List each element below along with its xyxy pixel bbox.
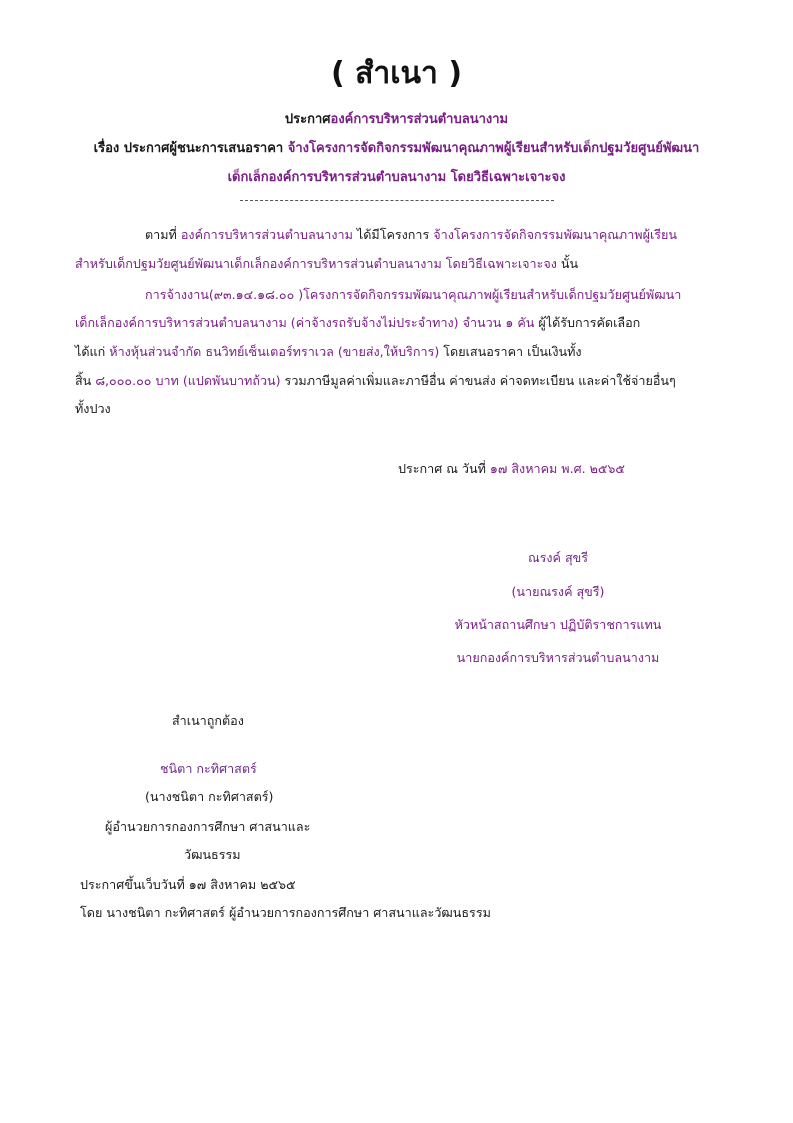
signer-signature: ณรงค์ สุขรี (527, 550, 589, 565)
para2-text: สิ้น (75, 373, 96, 388)
para2-text: รวมภาษีมูลค่าเพิ่มและภาษีอื่น ค่าขนส่ง ค่าจดทะเบียน และค่าใช้จ่ายอื่นๆ (280, 373, 676, 388)
certified-copy-label: สำเนาถูกต้อง (172, 713, 244, 728)
para2-line1: การจ้างงาน(๙๓.๑๔.๑๘.๐๐ )โครงการจัดกิจกรรมพัฒนาคุณภาพผู้เรียนสำหรับเด็กปฐมวัยศูนย์พัฒนา (145, 287, 682, 302)
para2-line2 (75, 314, 640, 332)
posted-by: โดย นางชนิตา กะทิศาสตร์ ผู้อำนวยการกองการศึกษา ศาสนาและวัฒนธรรม (80, 905, 491, 920)
copy-signature: ชนิตา กะทิศาสตร์ (160, 761, 257, 776)
para1-line1 (145, 226, 677, 244)
para1-text: ตามที่ (145, 227, 181, 242)
signer-position-1: หัวหน้าสถานศึกษา ปฏิบัติราชการแทน (454, 617, 662, 632)
para1-project: สำหรับเด็กปฐมวัยศูนย์พัฒนาเด็กเล็กองค์การบริหารส่วนตำบลนางาม โดยวิธีเฉพาะเจาะจง (75, 256, 557, 271)
subject-project: จ้างโครงการจัดกิจกรรมพัฒนาคุณภาพผู้เรียนสำหรับเด็กปฐมวัยศูนย์พัฒนา (287, 141, 700, 156)
para2-text: ได้แก่ (75, 344, 110, 359)
para2-text: โดยเสนอราคา เป็นเงินทั้ง (439, 344, 582, 359)
para2-item: เด็กเล็กองค์การบริหารส่วนตำบลนางาม (ค่าจ้างรถรับจ้างไม่ประจำทาง) จำนวน ๑ คัน (75, 315, 535, 330)
para1-text: นั้น (556, 256, 579, 271)
para1-project: จ้างโครงการจัดกิจกรรมพัฒนาคุณภาพผู้เรียน (433, 227, 678, 242)
para2-line4 (75, 372, 676, 390)
heading-line-3: เด็กเล็กองค์การบริหารส่วนตำบลนางาม โดยวิธีเฉพาะเจาะจง (227, 170, 566, 185)
announce-date: ๑๗ สิงหาคม พ.ศ. ๒๕๖๕ (489, 461, 625, 476)
contract-amount: ๘,๐๐๐.๐๐ บาท (แปดพันบาทถ้วน) (95, 373, 281, 388)
para2-line3 (75, 343, 582, 361)
web-posted-date: ประกาศขึ้นเว็บวันที่ ๑๗ สิงหาคม ๒๕๖๕ (80, 877, 296, 892)
para2-text: ผู้ได้รับการคัดเลือก (534, 315, 641, 330)
announce-date-line (398, 460, 625, 478)
copy-signer-position-1: ผู้อำนวยการกองการศึกษา ศาสนาและ (105, 819, 311, 834)
divider-line (240, 200, 554, 201)
heading-prefix: ประกาศ (284, 112, 331, 127)
copy-signer-position-2: วัฒนธรรม (184, 847, 241, 862)
copy-signer-name: (นางชนิตา กะทิศาสตร์) (145, 789, 274, 804)
announce-prefix: ประกาศ ณ วันที่ (398, 461, 490, 476)
para2-line5: ทั้งปวง (75, 401, 111, 416)
heading-line-2 (0, 137, 793, 158)
para1-org: องค์การบริหารส่วนตำบลนางาม (180, 227, 353, 242)
para1-text: ได้มีโครงการ (352, 227, 434, 242)
para1-line2 (75, 255, 578, 273)
signer-position-2: นายกองค์การบริหารส่วนตำบลนางาม (456, 650, 660, 665)
heading-org: องค์การบริหารส่วนตำบลนางาม (330, 112, 509, 127)
copy-title: ( สำเนา ) (330, 56, 463, 91)
vendor-name: ห้างหุ้นส่วนจำกัด ธนวิทย์เซ็นเตอร์ทราเวล (ขายส่ง,ให้บริการ) (109, 344, 440, 359)
signer-name: (นายณรงค์ สุขรี) (511, 584, 605, 599)
heading-line-1 (0, 108, 793, 129)
subject-prefix: เรื่อง ประกาศผู้ชนะการเสนอราคา (93, 141, 288, 156)
